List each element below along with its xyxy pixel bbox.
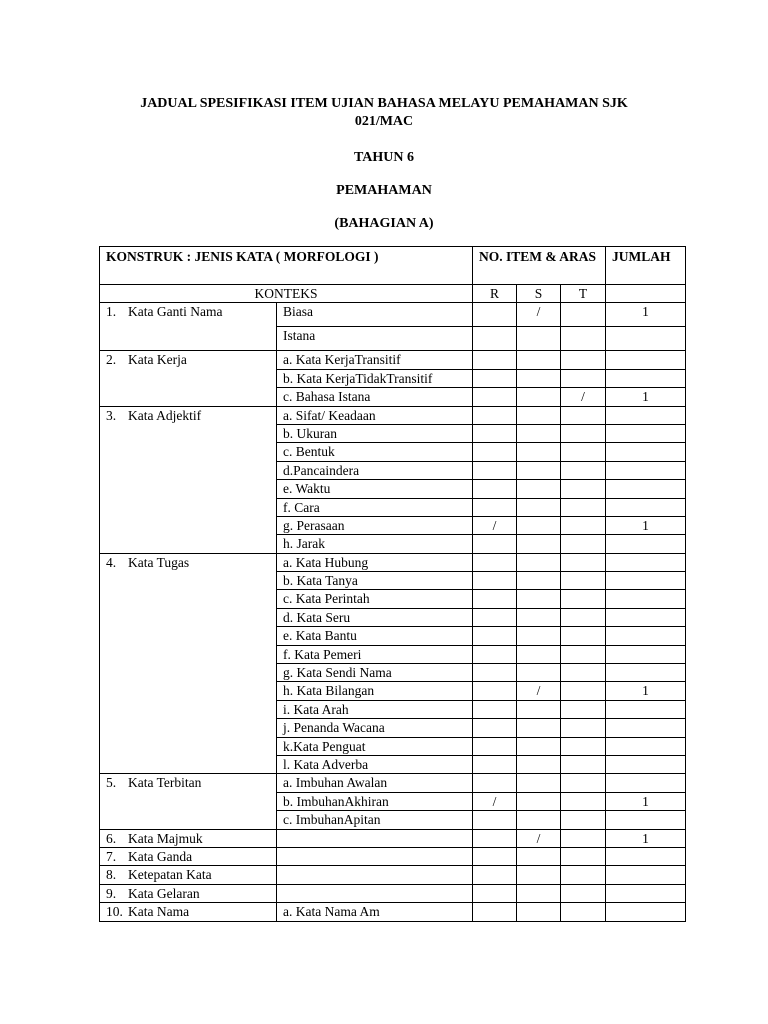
level-t-cell (561, 755, 606, 773)
level-r-cell (473, 351, 517, 369)
subheader-row (100, 285, 686, 303)
level-t-cell (561, 535, 606, 553)
construct-cell (100, 847, 277, 865)
level-t-header: T (561, 285, 606, 303)
level-r-cell (473, 645, 517, 663)
total-cell (606, 774, 686, 792)
context-cell: h. Jarak (277, 535, 473, 553)
context-header: KONTEKS (100, 285, 473, 303)
level-t-cell: / (561, 388, 606, 406)
level-s-cell (517, 590, 561, 608)
title-line-1: JADUAL SPESIFIKASI ITEM UJIAN BAHASA MELAYU PEMAHAMAN SJK (140, 96, 628, 111)
construct-cell (100, 553, 277, 774)
construct-number: 1. (106, 304, 117, 320)
level-s-cell (517, 847, 561, 865)
year-heading: TAHUN 6 (353, 150, 415, 165)
construct-cell (100, 903, 277, 921)
table-header-row (100, 247, 686, 285)
level-r-cell (473, 884, 517, 902)
level-t-cell (561, 351, 606, 369)
table-row (100, 303, 686, 327)
context-cell: k.Kata Penguat (277, 737, 473, 755)
total-cell (606, 535, 686, 553)
context-cell: g. Perasaan (277, 516, 473, 534)
context-cell: g. Kata Sendi Nama (277, 664, 473, 682)
level-r-cell (473, 755, 517, 773)
total-cell (606, 627, 686, 645)
level-t-cell (561, 682, 606, 700)
construct-number: 9. (106, 885, 117, 901)
level-s-cell (517, 516, 561, 534)
context-cell: a. Kata KerjaTransitif (277, 351, 473, 369)
total-cell (606, 700, 686, 718)
context-cell: d.Pancaindera (277, 461, 473, 479)
level-s-cell (517, 664, 561, 682)
total-cell: 1 (606, 516, 686, 534)
level-r-cell (473, 608, 517, 626)
level-t-cell (561, 572, 606, 590)
context-cell: a. Sifat/ Keadaan (277, 406, 473, 424)
construct-number: 3. (106, 407, 117, 423)
context-cell: Biasa (277, 303, 473, 327)
level-t-cell (561, 480, 606, 498)
level-s-cell (517, 608, 561, 626)
total-cell (606, 737, 686, 755)
total-subheader (606, 285, 686, 303)
context-cell: f. Kata Pemeri (277, 645, 473, 663)
construct-header: KONSTRUK : JENIS KATA ( MORFOLOGI ) (100, 247, 473, 285)
table-row (100, 903, 686, 921)
context-cell: c. Bentuk (277, 443, 473, 461)
level-s-cell (517, 535, 561, 553)
level-r-cell: / (473, 792, 517, 810)
level-s-cell (517, 627, 561, 645)
total-cell (606, 572, 686, 590)
level-t-cell (561, 461, 606, 479)
construct-number: 2. (106, 352, 117, 368)
level-r-cell (473, 737, 517, 755)
total-cell (606, 755, 686, 773)
level-s-cell (517, 424, 561, 442)
construct-name: Kata Ganti Nama (128, 304, 223, 320)
total-cell (606, 553, 686, 571)
construct-number: 6. (106, 830, 117, 846)
level-s-cell (517, 645, 561, 663)
total-cell: 1 (606, 303, 686, 327)
construct-number: 10. (106, 904, 123, 920)
level-t-cell (561, 792, 606, 810)
level-t-cell (561, 700, 606, 718)
context-cell: b. Kata KerjaTidakTransitif (277, 369, 473, 387)
level-r-cell (473, 553, 517, 571)
total-cell (606, 406, 686, 424)
context-cell: f. Cara (277, 498, 473, 516)
total-cell: 1 (606, 829, 686, 847)
construct-cell (100, 406, 277, 553)
level-t-cell (561, 645, 606, 663)
context-cell: d. Kata Seru (277, 608, 473, 626)
total-cell (606, 590, 686, 608)
level-s-cell (517, 572, 561, 590)
section-heading: (BAHAGIAN A) (334, 216, 434, 231)
level-t-cell (561, 443, 606, 461)
specification-table (99, 246, 686, 922)
context-cell: a. Kata Hubung (277, 553, 473, 571)
table-row (100, 774, 686, 792)
total-cell (606, 884, 686, 902)
context-cell: e. Kata Bantu (277, 627, 473, 645)
level-r-cell (473, 700, 517, 718)
total-cell (606, 461, 686, 479)
level-s-cell (517, 884, 561, 902)
level-r-cell (473, 719, 517, 737)
table-row (100, 847, 686, 865)
level-s-cell (517, 369, 561, 387)
total-cell (606, 480, 686, 498)
construct-cell (100, 866, 277, 884)
level-r-cell (473, 498, 517, 516)
construct-name: Kata Terbitan (128, 775, 202, 791)
level-t-cell (561, 369, 606, 387)
total-cell (606, 498, 686, 516)
total-cell (606, 811, 686, 829)
context-cell: i. Kata Arah (277, 700, 473, 718)
table-row (100, 406, 686, 424)
level-s-cell (517, 406, 561, 424)
context-cell: h. Kata Bilangan (277, 682, 473, 700)
table-row (100, 351, 686, 369)
level-t-cell (561, 627, 606, 645)
level-t-cell (561, 847, 606, 865)
level-s-cell (517, 700, 561, 718)
level-r-cell (473, 829, 517, 847)
level-t-cell (561, 406, 606, 424)
level-t-cell (561, 866, 606, 884)
level-r-cell: / (473, 516, 517, 534)
level-t-cell (561, 737, 606, 755)
construct-number: 7. (106, 848, 117, 864)
level-r-cell (473, 774, 517, 792)
context-cell: Istana (277, 327, 473, 351)
level-s-cell (517, 443, 561, 461)
level-r-header: R (473, 285, 517, 303)
total-cell (606, 645, 686, 663)
context-cell: j. Penanda Wacana (277, 719, 473, 737)
context-cell: a. Kata Nama Am (277, 903, 473, 921)
construct-name: Kata Nama (128, 904, 190, 920)
construct-name: Kata Tugas (128, 554, 190, 570)
level-r-cell (473, 443, 517, 461)
context-cell: e. Waktu (277, 480, 473, 498)
context-cell (277, 847, 473, 865)
level-t-cell (561, 498, 606, 516)
total-cell (606, 443, 686, 461)
level-r-cell (473, 406, 517, 424)
level-r-cell (473, 682, 517, 700)
level-s-cell (517, 719, 561, 737)
table-row (100, 884, 686, 902)
total-cell (606, 866, 686, 884)
context-cell: c. Kata Perintah (277, 590, 473, 608)
context-cell: c. Bahasa Istana (277, 388, 473, 406)
level-s-cell (517, 737, 561, 755)
level-s-cell (517, 903, 561, 921)
level-t-cell (561, 829, 606, 847)
level-t-cell (561, 553, 606, 571)
level-t-cell (561, 811, 606, 829)
item-level-header: NO. ITEM & ARAS (473, 247, 606, 285)
level-t-cell (561, 424, 606, 442)
context-cell: l. Kata Adverba (277, 755, 473, 773)
level-t-cell (561, 303, 606, 327)
construct-cell (100, 303, 277, 351)
level-r-cell (473, 590, 517, 608)
level-t-cell (561, 884, 606, 902)
level-s-cell (517, 774, 561, 792)
level-s-cell: / (517, 829, 561, 847)
level-r-cell (473, 327, 517, 351)
level-r-cell (473, 303, 517, 327)
table-body (100, 303, 686, 921)
context-cell (277, 866, 473, 884)
construct-number: 8. (106, 867, 117, 883)
level-r-cell (473, 480, 517, 498)
context-cell (277, 884, 473, 902)
level-r-cell (473, 424, 517, 442)
level-t-cell (561, 590, 606, 608)
total-cell (606, 327, 686, 351)
document-title (100, 95, 668, 131)
table-row (100, 829, 686, 847)
total-cell: 1 (606, 682, 686, 700)
level-r-cell (473, 903, 517, 921)
level-r-cell (473, 866, 517, 884)
paper-heading: PEMAHAMAN (336, 183, 432, 198)
context-cell: b. Kata Tanya (277, 572, 473, 590)
total-cell (606, 369, 686, 387)
total-cell: 1 (606, 792, 686, 810)
total-cell (606, 424, 686, 442)
construct-name: Kata Ganda (128, 848, 193, 864)
level-t-cell (561, 774, 606, 792)
level-t-cell (561, 664, 606, 682)
construct-number: 5. (106, 775, 117, 791)
level-s-cell: / (517, 303, 561, 327)
level-r-cell (473, 461, 517, 479)
total-header: JUMLAH (606, 247, 686, 285)
level-s-cell (517, 755, 561, 773)
construct-name: Kata Kerja (128, 352, 187, 368)
construct-number: 4. (106, 554, 117, 570)
total-cell (606, 664, 686, 682)
total-cell (606, 847, 686, 865)
title-line-2: 021/MAC (354, 114, 414, 129)
level-s-header: S (517, 285, 561, 303)
level-r-cell (473, 847, 517, 865)
context-cell: c. ImbuhanApitan (277, 811, 473, 829)
level-s-cell (517, 461, 561, 479)
construct-cell (100, 351, 277, 406)
context-cell: b. ImbuhanAkhiran (277, 792, 473, 810)
total-cell (606, 351, 686, 369)
total-cell (606, 719, 686, 737)
table-row (100, 866, 686, 884)
level-s-cell: / (517, 682, 561, 700)
level-r-cell (473, 535, 517, 553)
context-cell: a. Imbuhan Awalan (277, 774, 473, 792)
level-s-cell (517, 811, 561, 829)
level-s-cell (517, 388, 561, 406)
level-r-cell (473, 388, 517, 406)
level-s-cell (517, 480, 561, 498)
level-s-cell (517, 498, 561, 516)
construct-cell (100, 884, 277, 902)
total-cell (606, 608, 686, 626)
construct-name: Kata Adjektif (128, 407, 202, 423)
level-r-cell (473, 572, 517, 590)
total-cell (606, 903, 686, 921)
level-s-cell (517, 792, 561, 810)
level-s-cell (517, 553, 561, 571)
level-t-cell (561, 608, 606, 626)
level-t-cell (561, 903, 606, 921)
level-r-cell (473, 627, 517, 645)
level-t-cell (561, 719, 606, 737)
level-t-cell (561, 516, 606, 534)
level-t-cell (561, 327, 606, 351)
context-cell (277, 829, 473, 847)
level-s-cell (517, 866, 561, 884)
level-r-cell (473, 664, 517, 682)
construct-cell (100, 774, 277, 829)
level-r-cell (473, 369, 517, 387)
level-s-cell (517, 327, 561, 351)
construct-cell (100, 829, 277, 847)
level-r-cell (473, 811, 517, 829)
table-row (100, 553, 686, 571)
construct-name: Ketepatan Kata (128, 867, 212, 883)
construct-name: Kata Gelaran (128, 885, 200, 901)
total-cell: 1 (606, 388, 686, 406)
context-cell: b. Ukuran (277, 424, 473, 442)
construct-name: Kata Majmuk (128, 830, 203, 846)
level-s-cell (517, 351, 561, 369)
